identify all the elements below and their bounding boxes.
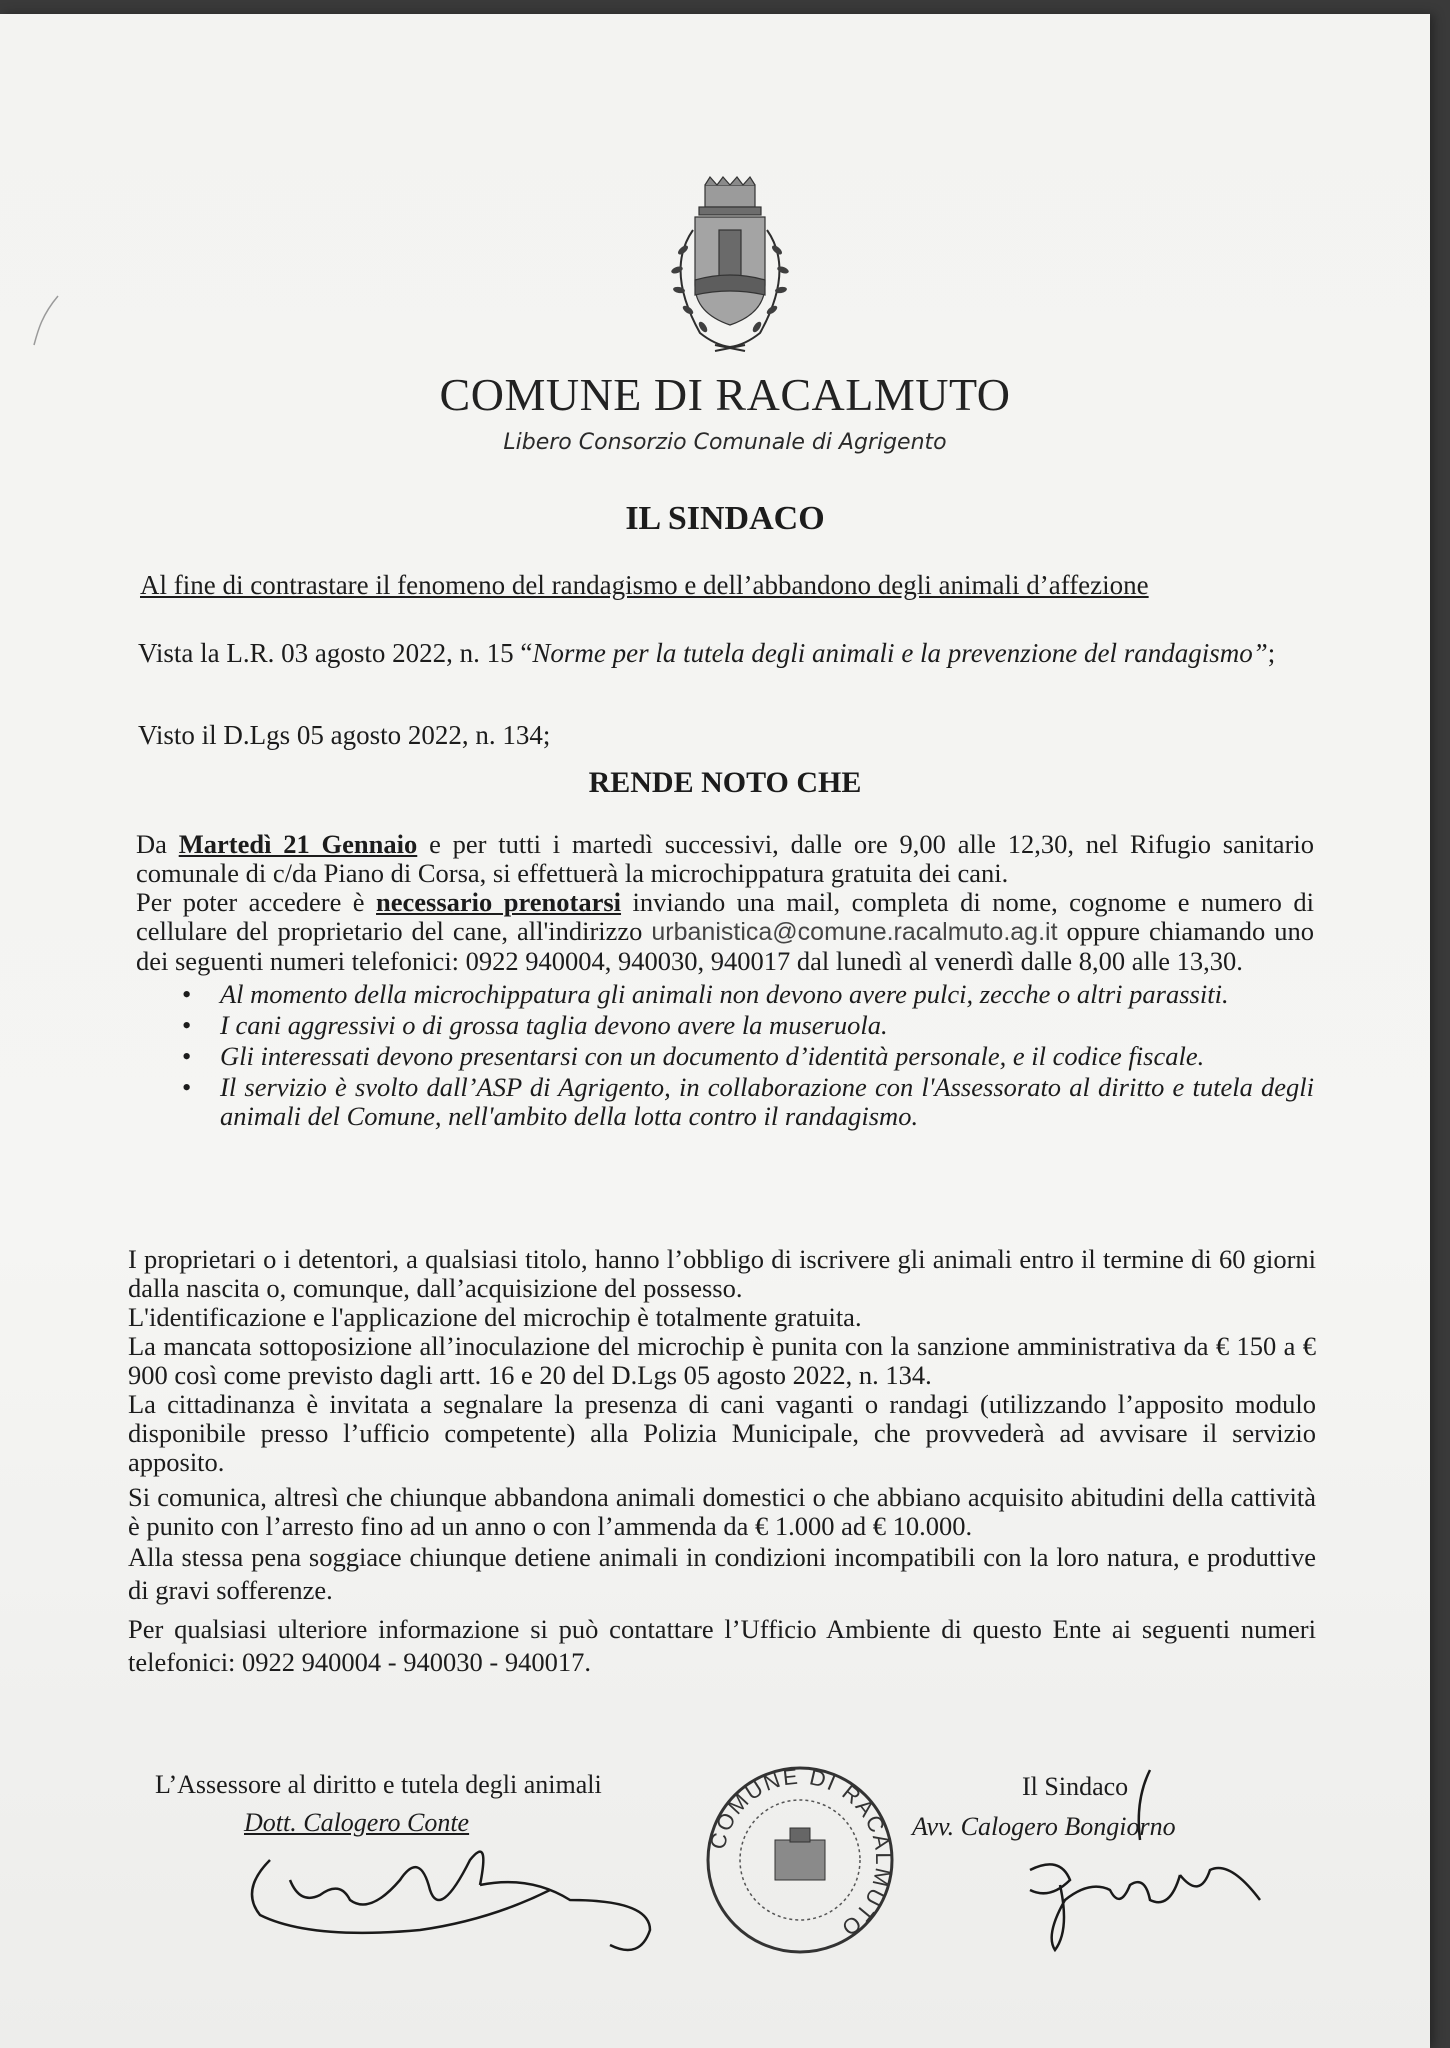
authority-heading: IL SINDACO [625,500,825,537]
contact-email: urbanistica@comune.racalmuto.ag.it [651,918,1058,946]
municipality-title: COMUNE DI RACALMUTO [439,369,1011,420]
sindaco-title: Il Sindaco [1022,1772,1129,1801]
vista-law-title: Norme per la tutela degli animali e la prevenzione del randagismo” [532,638,1268,668]
free-service-paragraph: L'identificazione e l'applicazione del microchip è totalmente gratuita. [128,1302,862,1332]
vista-prefix: Vista la L.R. 03 agosto 2022, n. 15 “ [138,638,533,668]
notice-body [136,830,1314,1135]
coat-of-arms-emblem [655,175,805,365]
start-date: Martedì 21 Gennaio [178,829,418,859]
registration-paragraph: I proprietari o i detentori, a qualsiasi titolo, hanno l’obbligo di iscrivere gli animali entro il termine di 60 giorni dalla nascita o, comunque, dall’acquisizione del possesso. [128,1244,1316,1303]
penalty-paragraph: Alla stessa pena soggiace chiunque detiene animali in condizioni incompatibili con la loro natura, e produttive di gravi sofferenze. [128,1542,1316,1605]
visto-reference: Visto il D.Lgs 05 agosto 2022, n. 134; [138,720,551,750]
assessore-signature [230,1820,670,1960]
deadline-text: 60 giorni dalla nascita [128,1244,1316,1303]
municipality-subtitle: Libero Consorzio Comunale di Agrigento [503,430,947,455]
list-item: • Gli interessati devono presentarsi con un documento d’identità personale, e il codice fiscale. [220,1042,1314,1071]
pen-mark [28,290,68,350]
sanction-paragraph: La mancata sottoposizione all’inoculazione del microchip è punita con la sanzione amministrativa da € 150 a € 900 così come previsto dagli artt. 16 e 20 del D.Lgs 05 agosto 2022, n. 134. [128,1331,1316,1390]
list-item: • Al momento della microchippatura gli animali non devono avere pulci, zecche o altri parassiti. [220,980,1314,1009]
assessore-title: L’Assessore al diritto e tutela degli animali [155,1770,602,1799]
schedule-paragraph: Da Martedì 21 Gennaio e per tutti i martedì successivi, dalle ore 9,00 alle 12,30, nel Rifugio sanitario comunale di c/da Piano di Corsa, si effettuerà la microchippatura gratuita dei cani. [136,829,1315,888]
sindaco-name: Avv. Calogero Bongiorno [912,1812,1176,1841]
notice-body-continued [128,1245,1316,1679]
list-item: • Il servizio è svolto dall’ASP di Agrigento, in collaborazione con l'Assessorato al diritto e tutela degli animali del Comune, nell'ambito della lotta contro il randagismo. [220,1073,1314,1131]
municipal-stamp [700,1760,900,1960]
vista-reference [138,632,1318,674]
stamp-text: COMUNE DI RACALMUTO [704,1763,897,1942]
purpose-line: Al fine di contrastare il fenomeno del randagismo e dell’abbandono degli animali d’affezione [140,570,1149,600]
requirements-list [136,980,1314,1131]
sanction-amount: sanzione amministrativa da € 150 a € 900 [128,1331,1316,1390]
vista-suffix: ; [1267,638,1276,668]
rende-noto-heading: RENDE NOTO CHE [588,766,862,799]
contact-paragraph: Per qualsiasi ulteriore informazione si può contattare l’Ufficio Ambiente di questo Ente ai seguenti numeri telefonici: 0922 940004 - 940030 - 940017. [128,1614,1316,1677]
abandonment-paragraph: Si comunica, altresì che chiunque abbandona animali domestici o che abbiano acquisito abitudini della cattività è punito con l’arresto fino ad un anno o con l’ammenda da € 1.000 ad € 10.000. [128,1482,1316,1541]
list-item: • I cani aggressivi o di grossa taglia devono avere la museruola. [220,1011,1314,1040]
booking-paragraph: Per poter accedere è necessario prenotarsi inviando una mail, completa di nome, cognome e numero di cellulare del proprietario del cane, all'indirizzo urbanistica@comune.racalmuto.ag.it oppure chiamando uno dei seguenti numeri telefonici: 0922 940004, 940030, 940017 dal lunedì al venerdì dalle 8,00 alle 13,30. [136,887,1315,976]
booking-required: necessario prenotarsi [376,887,622,917]
assessore-name: Dott. Calogero Conte [244,1808,470,1837]
report-paragraph: La cittadinanza è invitata a segnalare la presenza di cani vaganti o randagi (utilizzando l’apposito modulo disponibile presso l’ufficio competente) alla Polizia Municipale, che provvederà ad avvisare il servizio apposito. [128,1389,1316,1477]
sindaco-signature [1000,1760,1280,1960]
